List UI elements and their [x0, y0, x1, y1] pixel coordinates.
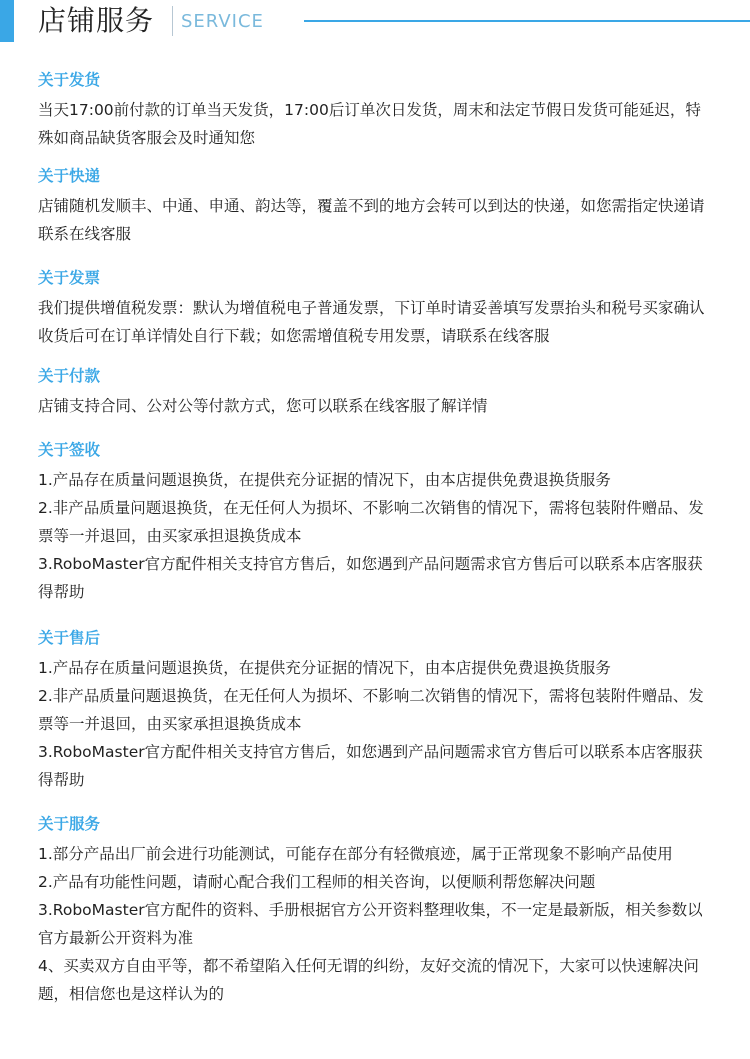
- section-express: [38, 166, 710, 248]
- page-header: [0, 0, 750, 48]
- section-after-sales: [38, 628, 710, 794]
- section-paragraph: 店铺随机发顺丰、中通、申通、韵达等，覆盖不到的地方会转可以到达的快递，如您需指定快递请联系在线客服: [38, 197, 705, 243]
- section-shipping: [38, 70, 710, 152]
- section-paragraph: 3.RoboMaster官方配件相关支持官方售后，如您遇到产品问题需求官方售后可以联系本店客服获得帮助: [38, 555, 703, 601]
- section-paragraph: 当天17:00前付款的订单当天发货，17:00后订单次日发货，周末和法定节假日发货可能延迟，特殊如商品缺货客服会及时通知您: [38, 101, 701, 147]
- section-paragraph: 2.非产品质量问题退换货，在无任何人为损坏、不影响二次销售的情况下，需将包装附件赠品、发票等一并退回，由买家承担退换货成本: [38, 687, 704, 733]
- section-heading: 关于发货: [38, 71, 101, 89]
- section-paragraph: 1.产品存在质量问题退换货，在提供充分证据的情况下，由本店提供免费退换货服务: [38, 659, 611, 677]
- header-accent-bar: [0, 0, 14, 42]
- section-paragraph: 3.RoboMaster官方配件的资料、手册根据官方公开资料整理收集，不一定是最新版，相关参数以官方最新公开资料为准: [38, 901, 703, 947]
- page-subtitle: SERVICE: [181, 11, 264, 32]
- section-invoice: [38, 268, 710, 350]
- section-paragraph: 2.非产品质量问题退换货，在无任何人为损坏、不影响二次销售的情况下，需将包装附件赠品、发票等一并退回，由买家承担退换货成本: [38, 499, 704, 545]
- header-divider: [172, 6, 173, 36]
- section-heading: 关于售后: [38, 629, 101, 647]
- section-heading: 关于发票: [38, 269, 101, 287]
- section-paragraph: 2.产品有功能性问题，请耐心配合我们工程师的相关咨询，以便顺利帮您解决问题: [38, 873, 596, 891]
- section-heading: 关于付款: [38, 367, 101, 385]
- header-rule: [304, 20, 750, 22]
- section-heading: 关于签收: [38, 441, 101, 459]
- section-heading: 关于快递: [38, 167, 101, 185]
- section-paragraph: 我们提供增值税发票：默认为增值税电子普通发票，下订单时请妥善填写发票抬头和税号买家确认收货后可在订单详情处自行下载；如您需增值税专用发票，请联系在线客服: [38, 299, 705, 345]
- section-paragraph: 4、买卖双方自由平等，都不希望陷入任何无谓的纠纷，友好交流的情况下，大家可以快速解决问题，相信您也是这样认为的: [38, 957, 699, 1003]
- page-title: 店铺服务: [38, 4, 155, 37]
- section-paragraph: 1.产品存在质量问题退换货，在提供充分证据的情况下，由本店提供免费退换货服务: [38, 471, 611, 489]
- section-payment: [38, 366, 710, 420]
- section-paragraph: 1.部分产品出厂前会进行功能测试，可能存在部分有轻微痕迹，属于正常现象不影响产品使用: [38, 845, 673, 863]
- section-receipt: [38, 440, 710, 606]
- section-heading: 关于服务: [38, 815, 101, 833]
- section-paragraph: 店铺支持合同、公对公等付款方式，您可以联系在线客服了解详情: [38, 397, 488, 415]
- section-paragraph: 3.RoboMaster官方配件相关支持官方售后，如您遇到产品问题需求官方售后可以联系本店客服获得帮助: [38, 743, 703, 789]
- section-service: [38, 814, 710, 1008]
